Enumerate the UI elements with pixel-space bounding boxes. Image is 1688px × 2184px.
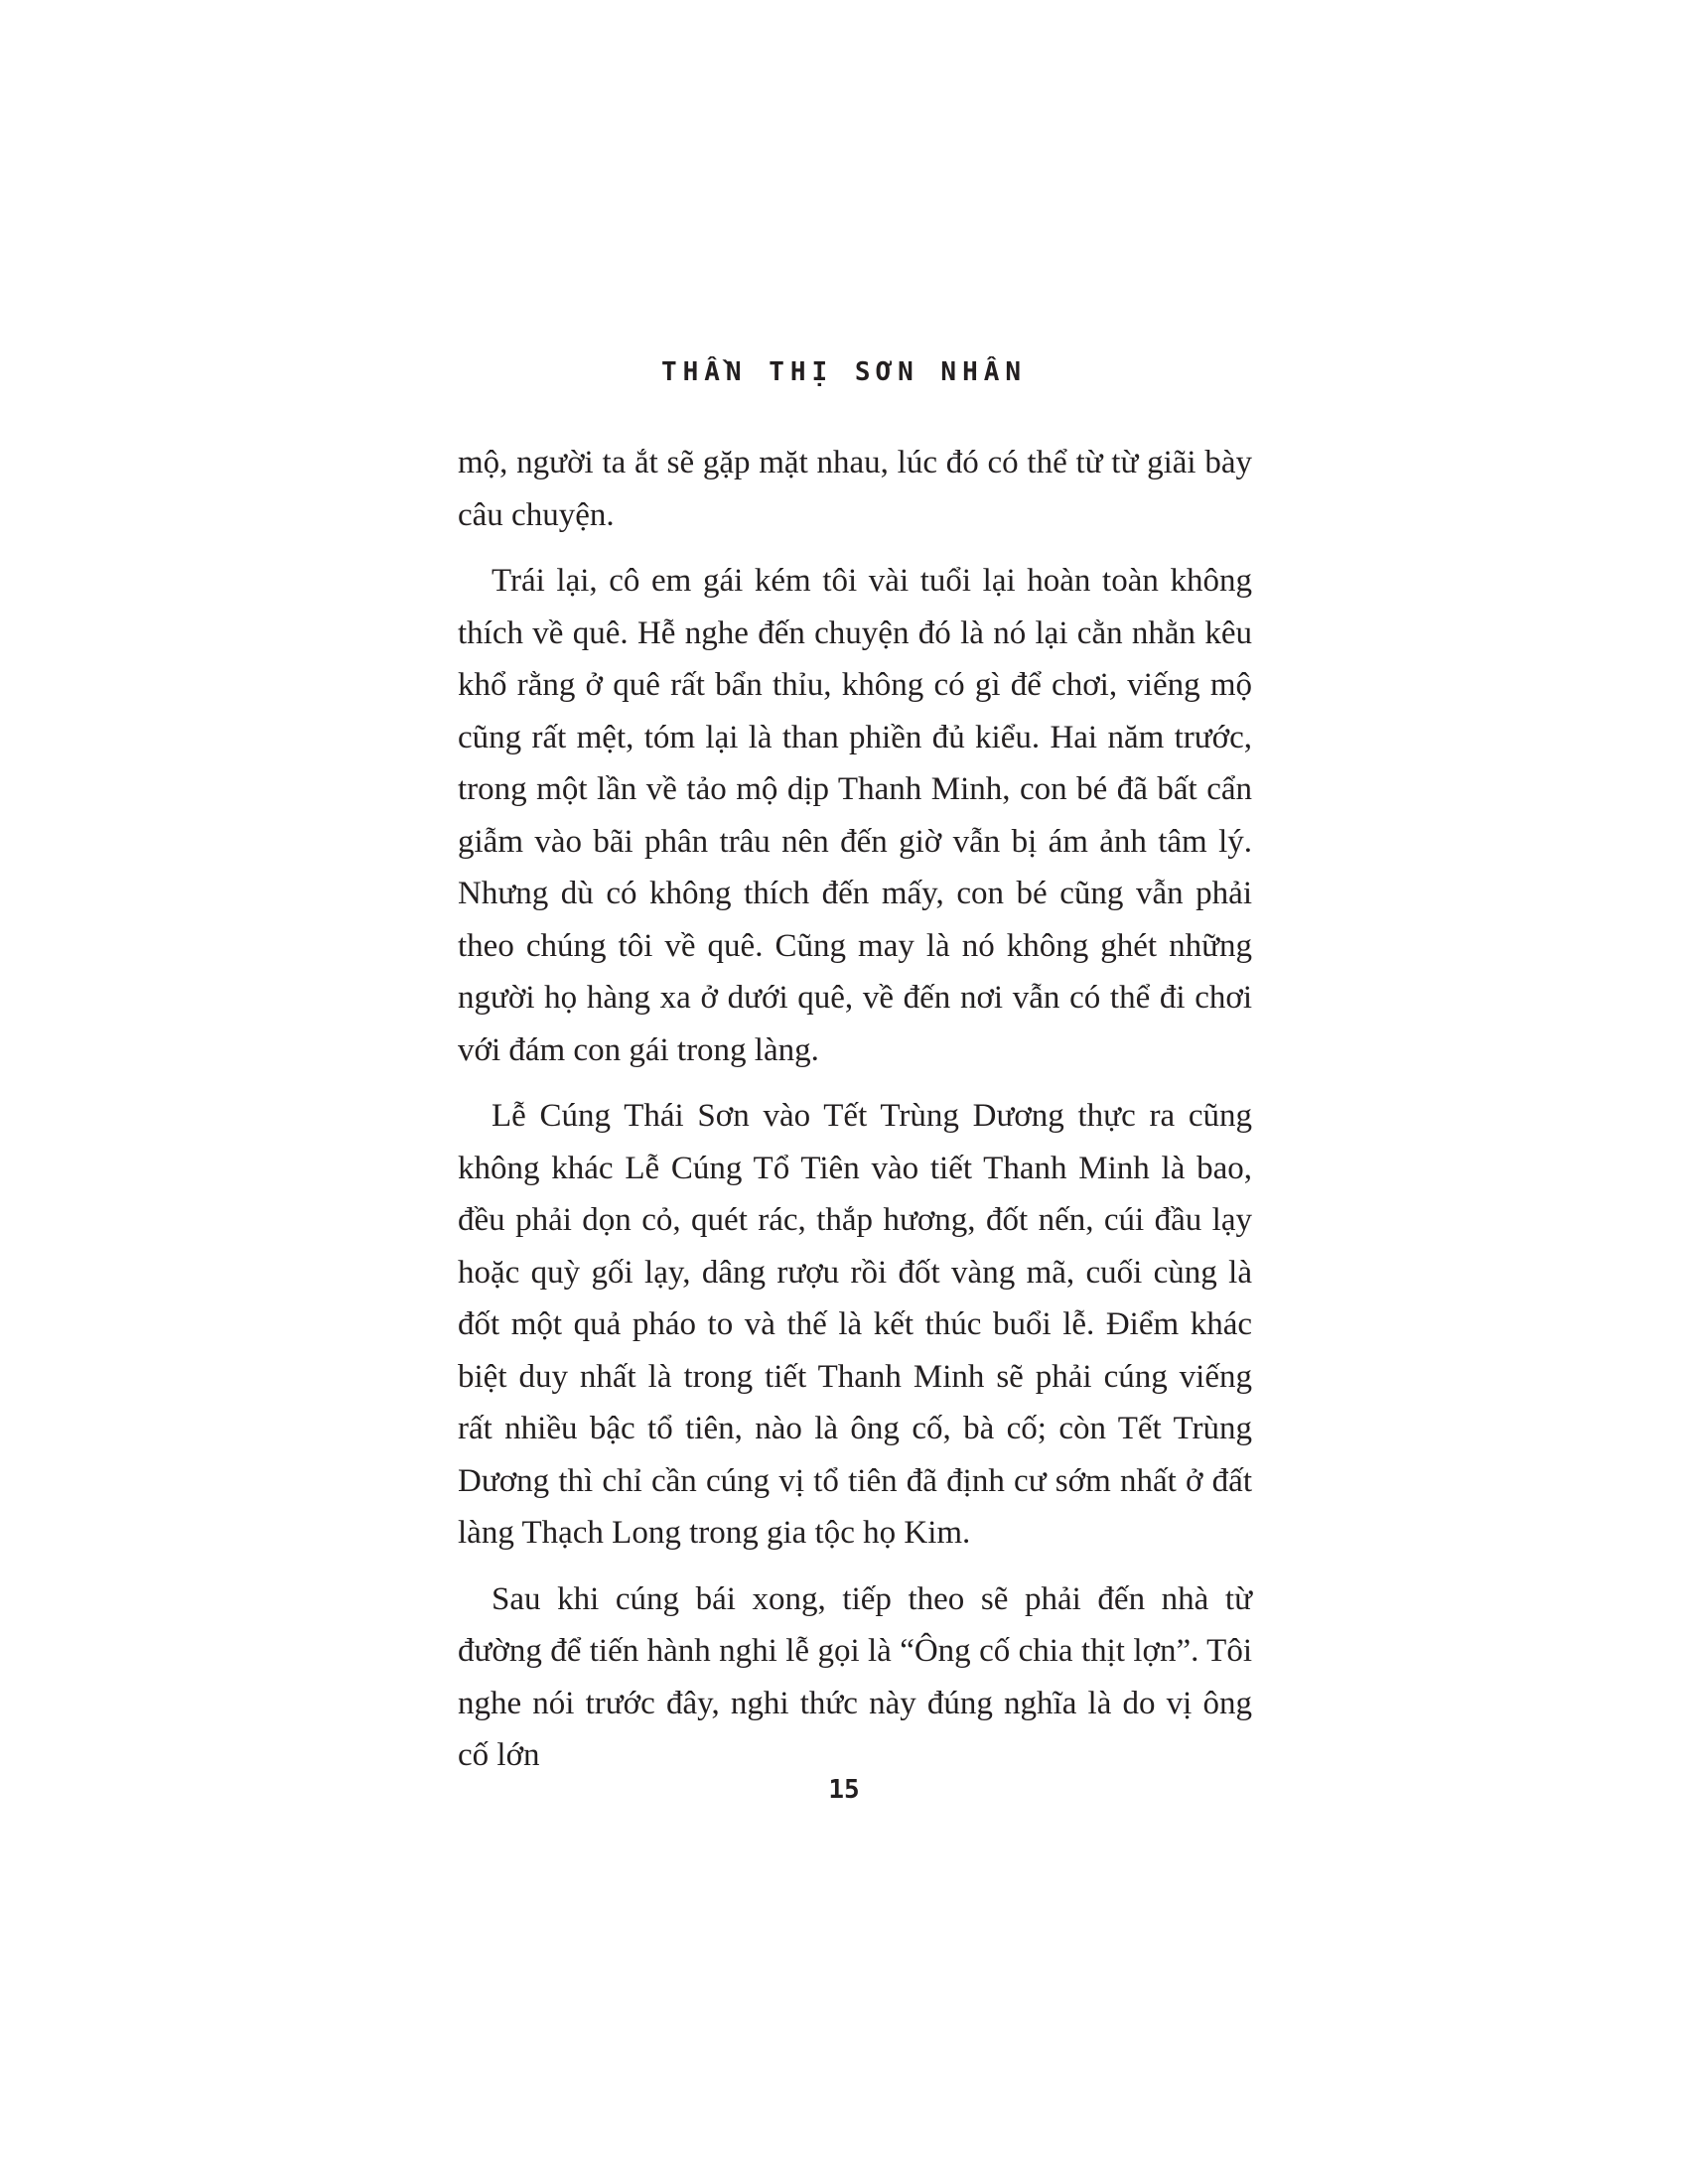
running-header: THẦN THỊ SƠN NHÂN <box>660 357 1028 387</box>
paragraph: Sau khi cúng bái xong, tiếp theo sẽ phải đến nhà từ đường để tiến hành nghi lễ gọi là “Ông cố chia thịt lợn”. Tôi nghe nói trước đây, nghi thức này đúng nghĩa là do vị ông cố lớn <box>458 1580 1252 1773</box>
paragraph: mộ, người ta ắt sẽ gặp mặt nhau, lúc đó có thể từ từ giãi bày câu chuyện. <box>458 445 1252 533</box>
paragraph: Trái lại, cô em gái kém tôi vài tuổi lại hoàn toàn không thích về quê. Hễ nghe đến chuyện đó là nó lại cằn nhằn kêu khổ rằng ở quê rất bẩn thỉu, không có gì để chơi, viếng mộ cũng rất mệt, tóm lại là than phiền đủ kiểu. Hai năm trước, trong một lần về tảo mộ dịp Thanh Minh, con bé đã bất cẩn giẫm vào bãi phân trâu nên đến giờ vẫn bị ám ảnh tâm lý. Nhưng dù có không thích đến mấy, con bé cũng vẫn phải theo chúng tôi về quê. Cũng may là nó không ghét những người họ hàng xa ở dưới quê, về đến nơi vẫn có thể đi chơi với đám con gái trong làng. <box>458 563 1252 1068</box>
body-text <box>458 437 1252 1796</box>
page-number: 15 <box>828 1775 860 1805</box>
paragraph: Lễ Cúng Thái Sơn vào Tết Trùng Dương thực ra cũng không khác Lễ Cúng Tổ Tiên vào tiết Thanh Minh là bao, đều phải dọn cỏ, quét rác, thắp hương, đốt nến, cúi đầu lạy hoặc quỳ gối lạy, dâng rượu rồi đốt vàng mã, cuối cùng là đốt một quả pháo to và thế là kết thúc buổi lễ. Điểm khác biệt duy nhất là trong tiết Thanh Minh sẽ phải cúng viếng rất nhiều bậc tổ tiên, nào là ông cố, bà cố; còn Tết Trùng Dương thì chỉ cần cúng vị tổ tiên đã định cư sớm nhất ở đất làng Thạch Long trong gia tộc họ Kim. <box>458 1098 1252 1551</box>
